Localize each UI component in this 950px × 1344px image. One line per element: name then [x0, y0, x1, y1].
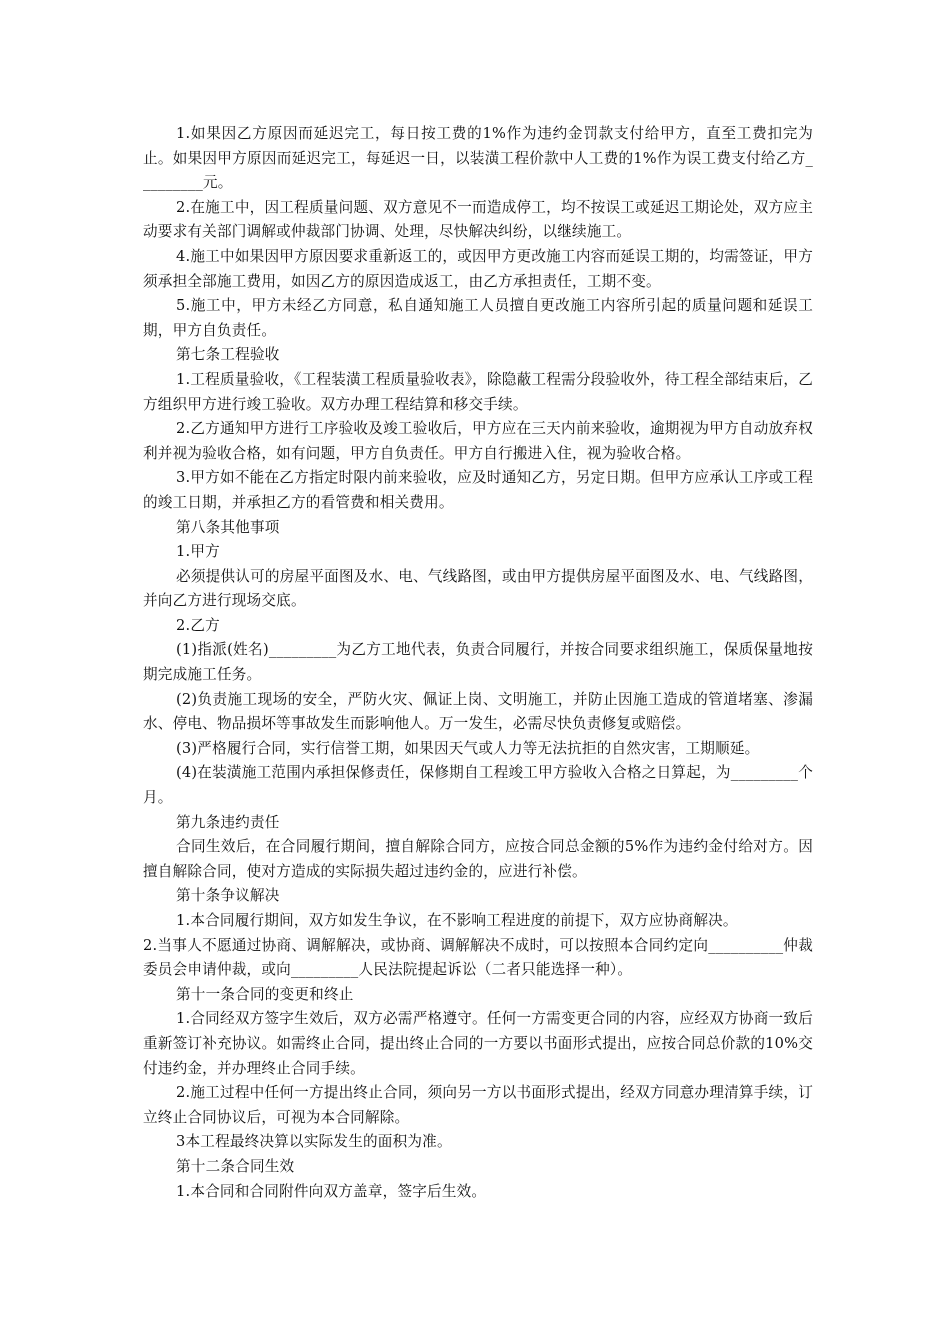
clause-paragraph: 2.乙方通知甲方进行工序验收及竣工验收后，甲方应在三天内前来验收，逾期视为甲方自动放弃权利并视为验收合格，如有问题，甲方自负责任。甲方自行搬进入住，视为验收合格。: [143, 420, 813, 462]
clause-paragraph: 1.如果因乙方原因而延迟完工，每日按工费的1%作为违约金罚款支付给甲方，直至工费扣完为止。如果因甲方原因而延迟完工，每延迟一日，以装潢工程价款中人工费的1%作为误工费支付给乙方_________元。: [143, 125, 813, 192]
clause-paragraph: (2)负责施工现场的安全，严防火灾、佩证上岗、文明施工，并防止因施工造成的管道堵塞、渗漏水、停电、物品损坏等事故发生而影响他人。万一发生，必需尽快负责修复或赔偿。: [143, 690, 813, 733]
clause-paragraph: 合同生效后，在合同履行期间，擅自解除合同方，应按合同总金额的5%作为违约金付给对方。因擅自解除合同，使对方造成的实际损失超过违约金的，应进行补偿。: [143, 838, 813, 880]
subsection-heading: 1.甲方: [176, 543, 220, 561]
clause-paragraph: 3.甲方如不能在乙方指定时限内前来验收，应及时通知乙方，另定日期。但甲方应承认工序或工程的竣工日期，并承担乙方的看管费和相关费用。: [143, 469, 813, 511]
clause-paragraph: 4.施工中如果因甲方原因要求重新返工的，或因甲方更改施工内容而延误工期的，均需签证，甲方须承担全部施工费用，如因乙方的原因造成返工，由乙方承担责任，工期不变。: [143, 247, 813, 290]
contract-body: [143, 122, 813, 1204]
section-heading: 第七条工程验收: [176, 346, 280, 364]
section-heading: 第十条争议解决: [176, 887, 280, 905]
clause-paragraph: 1.本合同和合同附件向双方盖章，签字后生效。: [176, 1182, 487, 1200]
clause-paragraph: 3本工程最终决算以实际发生的面积为准。: [176, 1133, 452, 1151]
subsection-heading: 2.乙方: [176, 616, 220, 634]
section-heading: 第十二条合同生效: [176, 1157, 295, 1175]
section-heading: 第九条违约责任: [176, 813, 280, 831]
clause-paragraph: 2.当事人不愿通过协商、调解解决，或协商、调解解决不成时，可以按照本合同约定向__________仲裁委员会申请仲裁，或向_________人民法院提起诉讼（二者只能选择一种）。: [143, 936, 813, 979]
clause-paragraph: 1.合同经双方签字生效后，双方必需严格遵守。任何一方需变更合同的内容，应经双方协商一致后重新签订补充协议。如需终止合同，提出终止合同的一方要以书面形式提出，应按合同总价款的10%交付违约金，并办理终止合同手续。: [143, 1010, 814, 1077]
clause-paragraph: 必须提供认可的房屋平面图及水、电、气线路图，或由甲方提供房屋平面图及水、电、气线路图，并向乙方进行现场交底。: [143, 567, 813, 610]
section-heading: 第八条其他事项: [176, 518, 280, 536]
clause-paragraph: 1.工程质量验收，《工程装潢工程质量验收表》，除隐蔽工程需分段验收外，待工程全部结束后，乙方组织甲方进行竣工验收。双方办理工程结算和移交手续。: [143, 370, 813, 413]
clause-paragraph: 1.本合同履行期间，双方如发生争议，在不影响工程进度的前提下，双方应协商解决。: [176, 912, 738, 929]
clause-paragraph: (3)严格履行合同，实行信誉工期，如果因天气或人力等无法抗拒的自然灾害，工期顺延。: [176, 739, 760, 757]
clause-paragraph: (4)在装潢施工范围内承担保修责任，保修期自工程竣工甲方验收入合格之日算起，为_________个月。: [143, 764, 813, 807]
clause-paragraph: 5.施工中，甲方未经乙方同意，私自通知施工人员擅自更改施工内容所引起的质量问题和延误工期，甲方自负责任。: [143, 297, 813, 339]
section-heading: 第十一条合同的变更和终止: [176, 985, 354, 1003]
clause-paragraph: 2.施工过程中任何一方提出终止合同，须向另一方以书面形式提出，经双方同意办理清算手续，订立终止合同协议后，可视为本合同解除。: [143, 1084, 813, 1126]
clause-paragraph: 2.在施工中，因工程质量问题、双方意见不一而造成停工，均不按误工或延迟工期论处，双方应主动要求有关部门调解或仲裁部门协调、处理，尽快解决纠纷，以继续施工。: [143, 198, 813, 241]
clause-paragraph: (1)指派(姓名)_________为乙方工地代表，负责合同履行，并按合同要求组织施工，保质保量地按期完成施工任务。: [143, 641, 813, 684]
